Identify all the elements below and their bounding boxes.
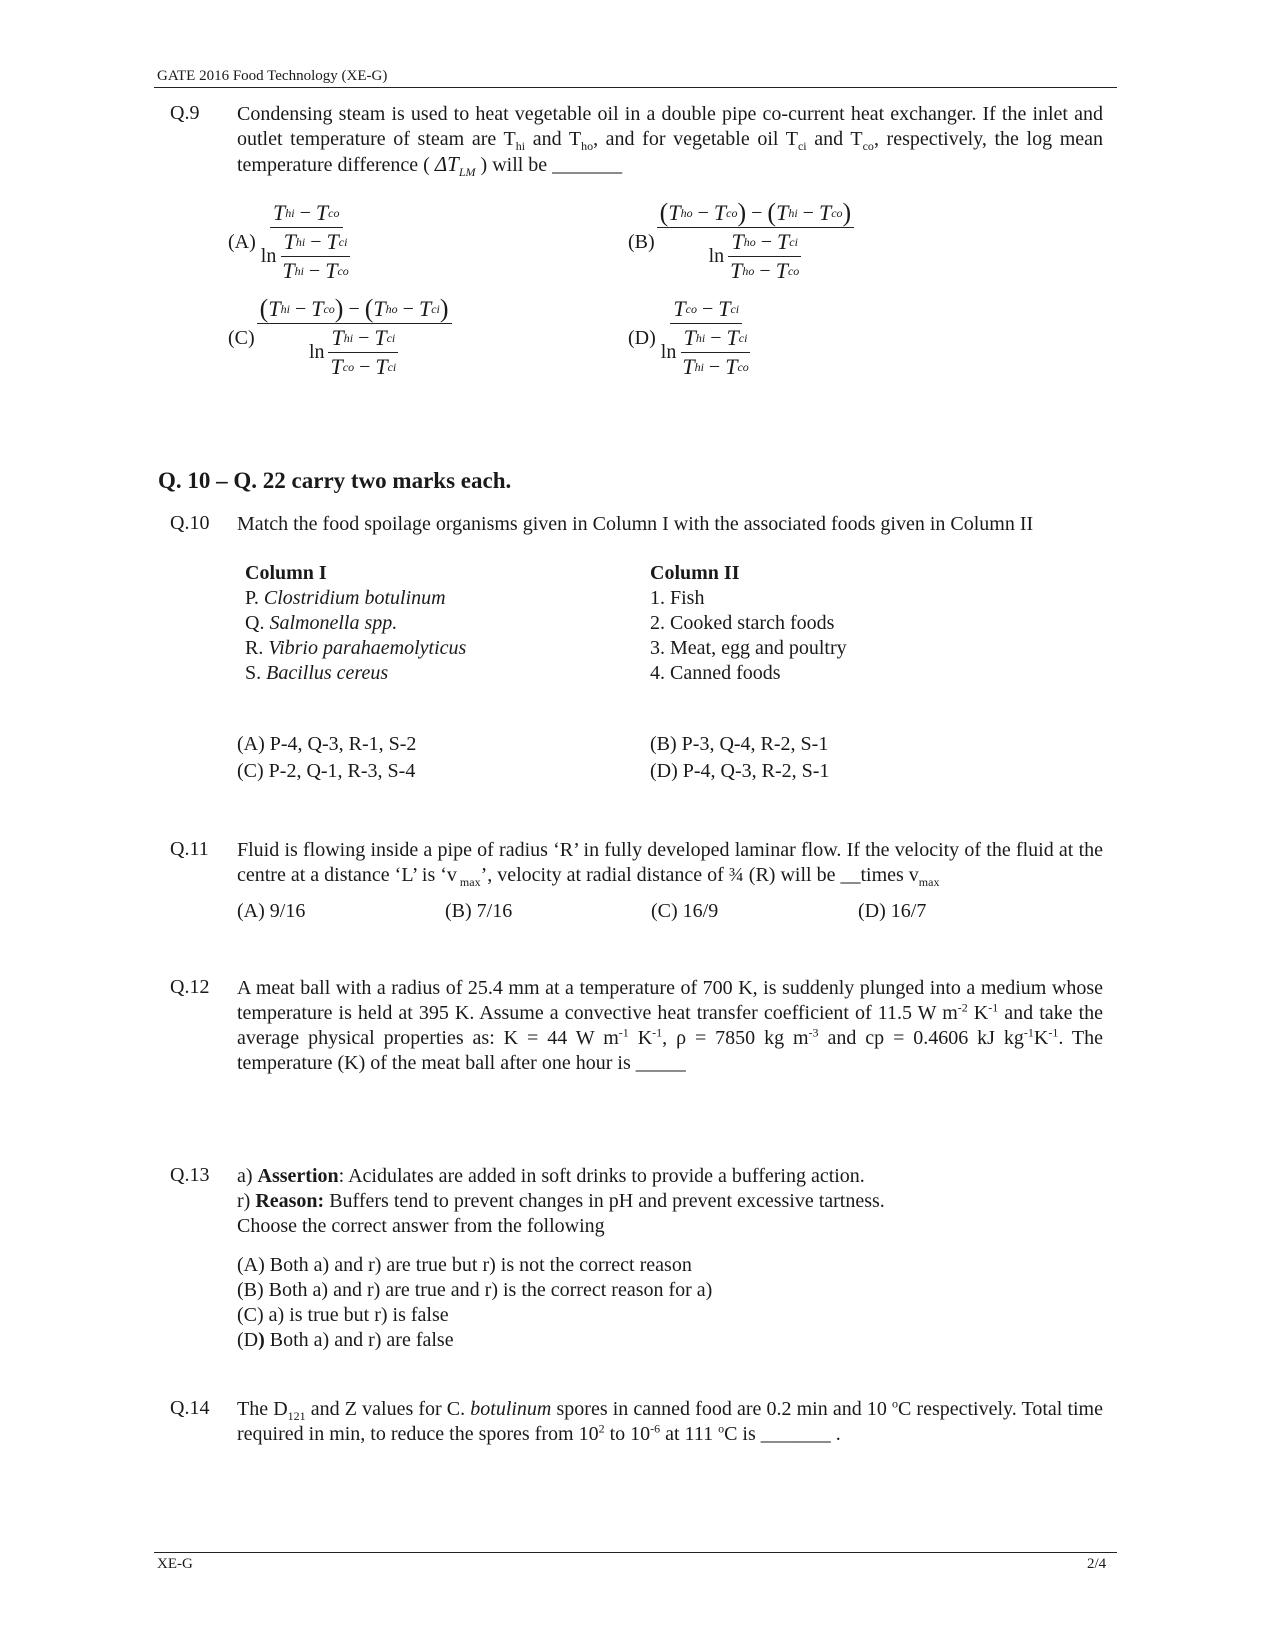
option-d[interactable]: (D) Both a) and r) are false [237, 1329, 454, 1351]
option-d[interactable]: (D) T co − T ci ln T hi − T ci T hi − T co [628, 296, 755, 380]
reason: r) Reason: Buffers tend to prevent changes in pH and prevent excessive tartness. [237, 1190, 885, 1212]
option-a[interactable]: (A) Both a) and r) are true but r) is not the correct reason [237, 1254, 692, 1276]
list-item: 2. Cooked starch foods [650, 612, 835, 634]
option-a[interactable]: (A) P-4, Q-3, R-1, S-2 [237, 733, 417, 755]
question-text: The $D_{121}$ and Z values for C. botulinum spores in canned food are 0.2 min and 10 $^o$C respectively. Total time required in min, to reduce the spores from $10^2$ to $10^{-6}$ at 111 $^o$C is _______ . [237, 1396, 1103, 1445]
question-text: A meat ball with a radius of 25.4 mm at a temperature of 700 K, is suddenly plunged into a medium whose temperature is held at 395 K. Assume a convective heat transfer coefficient of 11.5 W $m^{-2}$ $K^{-1}$ and take the average physical properties as: K = 44 W $m^{-1}$ $K^{-1}$, ρ = 7850 kg $m^{-3}$ and cp = 0.4606 kJ $kg^{-1}K^{-1}$. The temperature (K) of the meat ball after one hour is _____ [237, 977, 1104, 1074]
question-text: Match the food spoilage organisms given in Column I with the associated foods given in Column II [237, 513, 1034, 535]
footer-code: XE-G [157, 1556, 193, 1572]
question-number: Q.12 [170, 976, 210, 998]
instruction: Choose the correct answer from the following [237, 1215, 605, 1237]
option-a[interactable]: (A) T hi − T co ln T hi − T ci T hi − T co [228, 200, 355, 284]
section-heading: Q. 10 – Q. 22 carry two marks each. [158, 468, 512, 493]
option-b[interactable]: (B) 7/16 [445, 900, 513, 922]
option-c[interactable]: (C) ( T hi − T co ) − ( T ho − T ci ) ln T hi − T ci T co − T ci [228, 296, 452, 380]
option-c[interactable]: (C) P-2, Q-1, R-3, S-4 [237, 760, 416, 782]
option-d[interactable]: (D) 16/7 [858, 900, 927, 922]
formula-c: ( T hi − T co ) − ( T ho − T ci ) ln T hi − T ci T co − T ci [257, 296, 452, 380]
question-number: Q.13 [170, 1164, 210, 1186]
option-d[interactable]: (D) P-4, Q-3, R-2, S-1 [650, 760, 830, 782]
formula-a: T hi − T co ln T hi − T ci T hi − T co [260, 200, 349, 283]
question-text: Condensing steam is used to heat vegetable oil in a double pipe co-current heat exchanger. If the inlet and outlet temperature of steam are $T_{hi}$ and $T_{ho}$, and for vegetable oil $T_{ci}$ and $T_{co}$, respectively, the log mean temperature difference ( $\Delta T_{LM}$ ) will be _______ [237, 103, 1104, 179]
question-number: Q.9 [170, 102, 200, 124]
list-item: 1. Fish [650, 587, 705, 609]
formula-d: T co − T ci ln T hi − T ci T hi − T co [660, 296, 749, 379]
question-number: Q.11 [170, 838, 209, 860]
option-a[interactable]: (A) 9/16 [237, 900, 306, 922]
question-number: Q.10 [170, 512, 210, 534]
assertion: a) Assertion: Acidulates are added in soft drinks to provide a buffering action. [237, 1165, 865, 1187]
page-header: GATE 2016 Food Technology (XE-G) [157, 68, 388, 84]
list-item: P. Clostridium botulinum [245, 587, 446, 609]
column-header: Column II [650, 562, 740, 584]
question-text [237, 1164, 1103, 1239]
question-number: Q.14 [170, 1397, 210, 1419]
page-number: 2/4 [1087, 1556, 1107, 1572]
footer-rule [154, 1552, 1117, 1553]
column-two [650, 561, 847, 686]
options-list [237, 1253, 712, 1353]
header-rule [154, 87, 1117, 88]
question-text: Fluid is flowing inside a pipe of radius ‘R’ in fully developed laminar flow. If the velocity of the fluid at the centre at a distance ‘L’ is ‘v $_{max}$’, velocity at radial distance of ¾ (R) will be __times $v_{max}$ [237, 839, 1103, 889]
formula-b: ( T ho − T co ) − ( T hi − T co ) ln T ho − T ci T ho − T co [657, 200, 855, 284]
option-b[interactable]: (B) P-3, Q-4, R-2, S-1 [650, 733, 829, 755]
list-item: S. Bacillus cereus [245, 662, 389, 684]
list-item: R. Vibrio parahaemolyticus [245, 637, 467, 659]
option-c[interactable]: (C) 16/9 [651, 900, 719, 922]
option-b[interactable]: (B) Both a) and r) are true and r) is the correct reason for a) [237, 1279, 713, 1301]
list-item: Q. Salmonella spp. [245, 612, 398, 634]
column-header: Column I [245, 562, 327, 584]
list-item: 3. Meat, egg and poultry [650, 637, 847, 659]
option-b[interactable]: (B) ( T ho − T co ) − ( T hi − T co ) ln T ho − T ci T ho − T co [628, 200, 854, 284]
column-one [245, 561, 466, 686]
list-item: 4. Canned foods [650, 662, 781, 684]
option-c[interactable]: (C) a) is true but r) is false [237, 1304, 449, 1326]
